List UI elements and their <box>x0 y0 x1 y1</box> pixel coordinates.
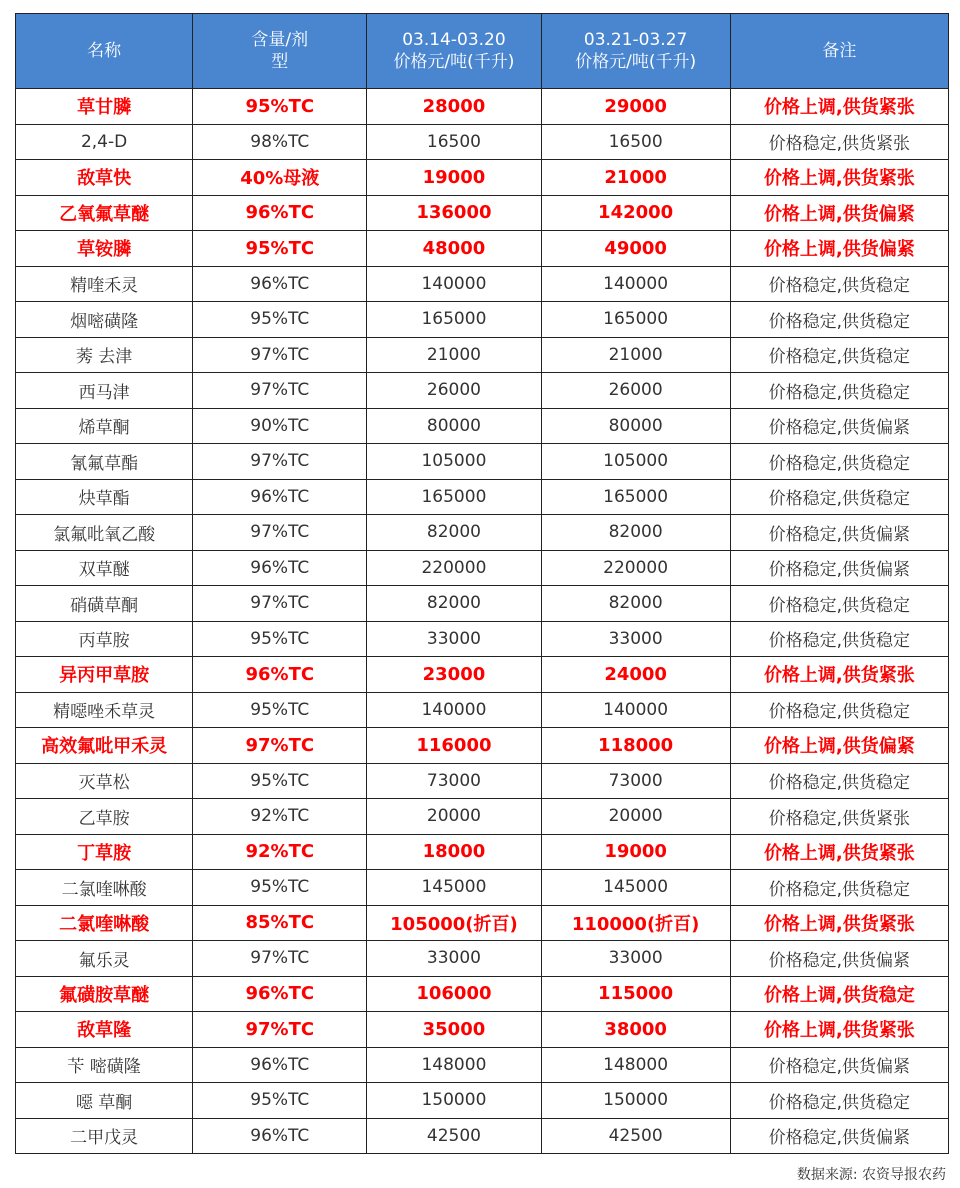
price-week2-cell: 42500 <box>541 1118 730 1154</box>
price-week1-cell: 165000 <box>367 302 541 338</box>
table-row <box>16 870 949 906</box>
table-row <box>16 124 949 160</box>
table-row <box>16 160 949 196</box>
note-cell: 价格稳定,供货偏紧 <box>730 1047 948 1083</box>
price-week1-cell: 21000 <box>367 337 541 373</box>
spec-cell: 92%TC <box>193 799 367 835</box>
name-cell: 氰氟草酯 <box>16 444 193 480</box>
note-cell: 价格稳定,供货稳定 <box>730 763 948 799</box>
price-week1-cell: 145000 <box>367 870 541 906</box>
note-cell: 价格上调,供货偏紧 <box>730 195 948 231</box>
table-row <box>16 834 949 870</box>
price-week1-cell: 33000 <box>367 941 541 977</box>
name-cell: 氯氟吡氧乙酸 <box>16 515 193 551</box>
price-week1-cell: 42500 <box>367 1118 541 1154</box>
spec-cell: 96%TC <box>193 195 367 231</box>
table-row <box>16 89 949 125</box>
price-week2-cell: 33000 <box>541 941 730 977</box>
price-week2-cell: 21000 <box>541 160 730 196</box>
name-cell: 草铵膦 <box>16 231 193 267</box>
note-cell: 价格稳定,供货稳定 <box>730 692 948 728</box>
herbicide-price-table <box>15 13 949 1154</box>
spec-cell: 97%TC <box>193 515 367 551</box>
price-week1-cell: 16500 <box>367 124 541 160</box>
note-cell: 价格上调,供货紧张 <box>730 1012 948 1048</box>
table-row <box>16 1012 949 1048</box>
table-row <box>16 941 949 977</box>
price-week2-cell: 82000 <box>541 586 730 622</box>
price-week1-cell: 116000 <box>367 728 541 764</box>
price-week2-cell: 73000 <box>541 763 730 799</box>
header-name: 名称 <box>16 14 193 89</box>
price-week1-cell: 26000 <box>367 373 541 409</box>
price-week2-cell: 21000 <box>541 337 730 373</box>
table-row <box>16 444 949 480</box>
spec-cell: 96%TC <box>193 479 367 515</box>
note-cell: 价格稳定,供货紧张 <box>730 124 948 160</box>
table-row <box>16 586 949 622</box>
spec-cell: 96%TC <box>193 1047 367 1083</box>
spec-cell: 97%TC <box>193 586 367 622</box>
note-cell: 价格稳定,供货偏紧 <box>730 515 948 551</box>
spec-cell: 95%TC <box>193 231 367 267</box>
price-week2-cell: 16500 <box>541 124 730 160</box>
price-week2-cell: 82000 <box>541 515 730 551</box>
price-week1-cell: 18000 <box>367 834 541 870</box>
spec-cell: 95%TC <box>193 763 367 799</box>
note-cell: 价格稳定,供货稳定 <box>730 302 948 338</box>
price-week1-cell: 82000 <box>367 586 541 622</box>
name-cell: 敌草快 <box>16 160 193 196</box>
note-cell: 价格稳定,供货偏紧 <box>730 941 948 977</box>
name-cell: 西马津 <box>16 373 193 409</box>
table-row <box>16 692 949 728</box>
price-week1-cell: 33000 <box>367 621 541 657</box>
table-row <box>16 763 949 799</box>
price-week2-cell: 140000 <box>541 692 730 728</box>
price-week1-cell: 80000 <box>367 408 541 444</box>
table-row <box>16 1083 949 1119</box>
table-row <box>16 337 949 373</box>
table-row <box>16 408 949 444</box>
spec-cell: 95%TC <box>193 89 367 125</box>
table-body <box>16 89 949 1154</box>
table-row <box>16 657 949 693</box>
name-cell: 丙草胺 <box>16 621 193 657</box>
name-cell: 乙草胺 <box>16 799 193 835</box>
price-week2-cell: 29000 <box>541 89 730 125</box>
note-cell: 价格稳定,供货紧张 <box>730 799 948 835</box>
spec-cell: 97%TC <box>193 941 367 977</box>
price-week1-cell: 35000 <box>367 1012 541 1048</box>
price-week2-cell: 140000 <box>541 266 730 302</box>
price-week1-cell: 140000 <box>367 266 541 302</box>
price-week2-cell: 49000 <box>541 231 730 267</box>
name-cell: 氟磺胺草醚 <box>16 976 193 1012</box>
note-cell: 价格上调,供货偏紧 <box>730 231 948 267</box>
note-cell: 价格稳定,供货稳定 <box>730 266 948 302</box>
name-cell: 灭草松 <box>16 763 193 799</box>
spec-cell: 96%TC <box>193 550 367 586</box>
spec-cell: 96%TC <box>193 976 367 1012</box>
header-spec: 含量/剂 型 <box>193 14 367 89</box>
price-week2-cell: 220000 <box>541 550 730 586</box>
table-row <box>16 266 949 302</box>
name-cell: 二氯喹啉酸 <box>16 870 193 906</box>
note-cell: 价格稳定,供货稳定 <box>730 870 948 906</box>
price-week2-cell: 80000 <box>541 408 730 444</box>
spec-cell: 95%TC <box>193 692 367 728</box>
price-week2-cell: 33000 <box>541 621 730 657</box>
price-week2-cell: 105000 <box>541 444 730 480</box>
spec-cell: 95%TC <box>193 302 367 338</box>
spec-cell: 97%TC <box>193 1012 367 1048</box>
table-row <box>16 976 949 1012</box>
note-cell: 价格上调,供货稳定 <box>730 976 948 1012</box>
name-cell: 精喹禾灵 <box>16 266 193 302</box>
name-cell: 苄 嘧磺隆 <box>16 1047 193 1083</box>
price-week2-cell: 26000 <box>541 373 730 409</box>
price-week2-cell: 118000 <box>541 728 730 764</box>
data-source-note: 数据来源: 农资导报农药 <box>796 1167 946 1183</box>
price-week1-cell: 220000 <box>367 550 541 586</box>
price-week1-cell: 136000 <box>367 195 541 231</box>
table-row <box>16 515 949 551</box>
name-cell: 精噁唑禾草灵 <box>16 692 193 728</box>
table-row <box>16 479 949 515</box>
spec-cell: 92%TC <box>193 834 367 870</box>
name-cell: 莠 去津 <box>16 337 193 373</box>
note-cell: 价格上调,供货紧张 <box>730 834 948 870</box>
price-week2-cell: 24000 <box>541 657 730 693</box>
spec-cell: 85%TC <box>193 905 367 941</box>
name-cell: 双草醚 <box>16 550 193 586</box>
spec-cell: 96%TC <box>193 657 367 693</box>
price-week1-cell: 73000 <box>367 763 541 799</box>
table-row <box>16 550 949 586</box>
note-cell: 价格稳定,供货稳定 <box>730 373 948 409</box>
spec-cell: 95%TC <box>193 870 367 906</box>
note-cell: 价格稳定,供货稳定 <box>730 479 948 515</box>
header-note: 备注 <box>730 14 948 89</box>
price-week1-cell: 165000 <box>367 479 541 515</box>
price-week1-cell: 105000 <box>367 444 541 480</box>
price-week2-cell: 150000 <box>541 1083 730 1119</box>
price-week1-cell: 150000 <box>367 1083 541 1119</box>
note-cell: 价格稳定,供货偏紧 <box>730 408 948 444</box>
name-cell: 噁 草酮 <box>16 1083 193 1119</box>
price-week2-cell: 110000(折百) <box>541 905 730 941</box>
header-price-week2: 03.21-03.27 价格元/吨(千升) <box>541 14 730 89</box>
spec-cell: 90%TC <box>193 408 367 444</box>
name-cell: 二甲戊灵 <box>16 1118 193 1154</box>
name-cell: 二氯喹啉酸 <box>16 905 193 941</box>
price-week2-cell: 19000 <box>541 834 730 870</box>
name-cell: 硝磺草酮 <box>16 586 193 622</box>
note-cell: 价格稳定,供货稳定 <box>730 444 948 480</box>
price-week1-cell: 28000 <box>367 89 541 125</box>
table-row <box>16 728 949 764</box>
spec-cell: 97%TC <box>193 373 367 409</box>
spec-cell: 40%母液 <box>193 160 367 196</box>
price-week1-cell: 106000 <box>367 976 541 1012</box>
spec-cell: 96%TC <box>193 1118 367 1154</box>
note-cell: 价格上调,供货紧张 <box>730 657 948 693</box>
price-week2-cell: 38000 <box>541 1012 730 1048</box>
price-week2-cell: 20000 <box>541 799 730 835</box>
price-week2-cell: 165000 <box>541 479 730 515</box>
spec-cell: 98%TC <box>193 124 367 160</box>
note-cell: 价格稳定,供货稳定 <box>730 1083 948 1119</box>
price-week1-cell: 23000 <box>367 657 541 693</box>
note-cell: 价格稳定,供货稳定 <box>730 337 948 373</box>
spec-cell: 97%TC <box>193 728 367 764</box>
name-cell: 炔草酯 <box>16 479 193 515</box>
note-cell: 价格稳定,供货偏紧 <box>730 1118 948 1154</box>
note-cell: 价格上调,供货紧张 <box>730 905 948 941</box>
table-row <box>16 1047 949 1083</box>
note-cell: 价格稳定,供货稳定 <box>730 586 948 622</box>
table-row <box>16 302 949 338</box>
name-cell: 丁草胺 <box>16 834 193 870</box>
note-cell: 价格上调,供货紧张 <box>730 89 948 125</box>
spec-cell: 97%TC <box>193 444 367 480</box>
name-cell: 2,4-D <box>16 124 193 160</box>
price-week2-cell: 165000 <box>541 302 730 338</box>
table-header-row <box>16 14 949 89</box>
price-week2-cell: 115000 <box>541 976 730 1012</box>
price-week1-cell: 48000 <box>367 231 541 267</box>
spec-cell: 96%TC <box>193 266 367 302</box>
table-row <box>16 195 949 231</box>
table-row <box>16 621 949 657</box>
price-week2-cell: 145000 <box>541 870 730 906</box>
name-cell: 异丙甲草胺 <box>16 657 193 693</box>
name-cell: 草甘膦 <box>16 89 193 125</box>
table-row <box>16 799 949 835</box>
spec-cell: 95%TC <box>193 621 367 657</box>
spec-cell: 97%TC <box>193 337 367 373</box>
note-cell: 价格上调,供货偏紧 <box>730 728 948 764</box>
price-week1-cell: 82000 <box>367 515 541 551</box>
header-price-week1: 03.14-03.20 价格元/吨(千升) <box>367 14 541 89</box>
table-row <box>16 231 949 267</box>
table-row <box>16 905 949 941</box>
price-week2-cell: 142000 <box>541 195 730 231</box>
price-week1-cell: 148000 <box>367 1047 541 1083</box>
note-cell: 价格稳定,供货稳定 <box>730 621 948 657</box>
price-week1-cell: 105000(折百) <box>367 905 541 941</box>
name-cell: 乙氧氟草醚 <box>16 195 193 231</box>
price-week1-cell: 140000 <box>367 692 541 728</box>
price-week1-cell: 20000 <box>367 799 541 835</box>
price-week2-cell: 148000 <box>541 1047 730 1083</box>
name-cell: 氟乐灵 <box>16 941 193 977</box>
note-cell: 价格稳定,供货偏紧 <box>730 550 948 586</box>
price-week1-cell: 19000 <box>367 160 541 196</box>
name-cell: 烯草酮 <box>16 408 193 444</box>
spec-cell: 95%TC <box>193 1083 367 1119</box>
table-row <box>16 1118 949 1154</box>
name-cell: 烟嘧磺隆 <box>16 302 193 338</box>
name-cell: 高效氟吡甲禾灵 <box>16 728 193 764</box>
table-row <box>16 373 949 409</box>
name-cell: 敌草隆 <box>16 1012 193 1048</box>
note-cell: 价格上调,供货紧张 <box>730 160 948 196</box>
